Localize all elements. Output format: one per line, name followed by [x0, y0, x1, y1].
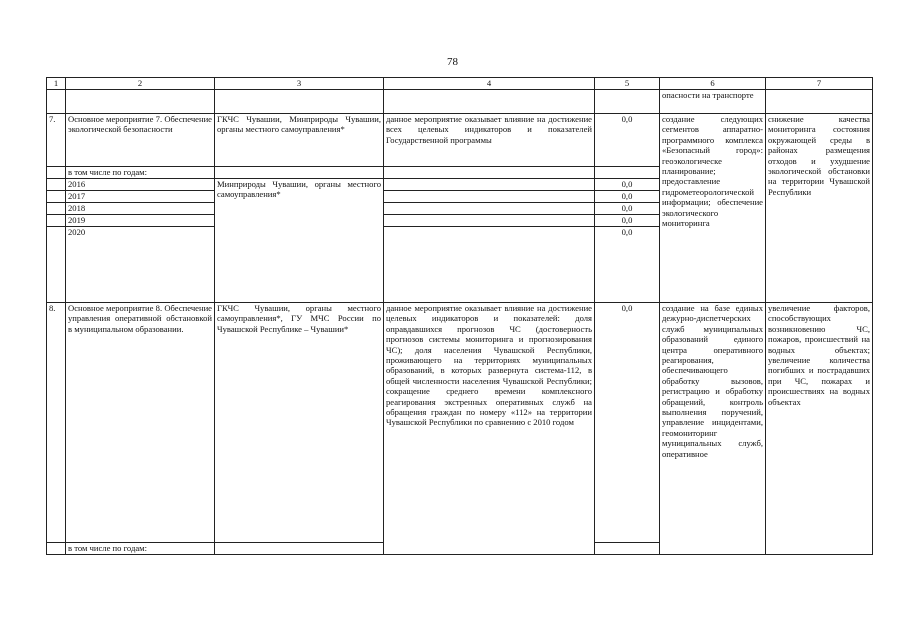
page-number: 78 [447, 56, 458, 68]
by-years-label: в том числе по годам: [66, 167, 215, 179]
by-years-label: в том числе по годам: [66, 543, 215, 555]
column-header: 7 [766, 78, 873, 90]
year-value: 0,0 [595, 191, 660, 203]
year-value: 0,0 [595, 203, 660, 215]
measure-value: 0,0 [595, 114, 660, 167]
program-table [46, 77, 873, 555]
measure-title: Основное мероприятие 7. Обеспечение экологической безопасности [66, 114, 215, 167]
column-header: 4 [384, 78, 595, 90]
row-number: 7. [47, 114, 66, 167]
table-row [47, 114, 873, 167]
year-value: 0,0 [595, 179, 660, 191]
year-label: 2016 [66, 179, 215, 191]
measure-executors: ГКЧС Чувашии, органы местного самоуправления*, ГУ МЧС России по Чувашской Республике – Чувашии* [215, 303, 384, 543]
measure-consequences: увеличение факторов, способствующих возникновению ЧС, пожаров, происшествий на водных объектах; увеличение количества погибших и пострадавших при ЧС, пожарах и происшествиях на водных объектах [766, 303, 873, 555]
measure-consequences: снижение качества мониторинга состояния окружающей среды в районах размещения отходов и ухудшение экологической обстановки на территории Чувашской Республики [766, 114, 873, 303]
year-value: 0,0 [595, 215, 660, 227]
measure-influence: данное мероприятие оказывает влияние на достижение целевых индикаторов и показателей: доля оправдавшихся прогнозов ЧС (достоверность прогнозов системы мониторинга и прогнозирования ЧС); доля населения Чувашской Республики, проживающего на территориях муниципальных образований, в которых развернута система-112, в общей численности населения Чувашской Республики; сокращение среднего времени комплексного реагирования экстренных оперативных служб на обращения граждан по номеру «112» на территории Чувашской Республики по сравнению с 2010 годом [384, 303, 595, 555]
year-label: 2017 [66, 191, 215, 203]
column-header: 2 [66, 78, 215, 90]
carry-over-row [47, 90, 873, 114]
measure-value: 0,0 [595, 303, 660, 543]
measure-influence: данное мероприятие оказывает влияние на достижение всех целевых индикаторов и показателей Государственной программы [384, 114, 595, 167]
column-number-row [47, 78, 873, 90]
measure-result: создание на базе единых дежурно-диспетчерских служб муниципальных образований единого центра оперативного реагирования, обеспечивающего обработку вызовов, регистрацию и обработку обращений, контроль выполнения поручений, управление инцидентами, геомониторинг муниципальных служб, оперативное [660, 303, 766, 555]
measure-title: Основное мероприятие 8. Обеспечение управления оперативной обстановкой в муниципальном образовании. [66, 303, 215, 543]
column-header: 6 [660, 78, 766, 90]
row-number: 8. [47, 303, 66, 543]
years-executors: Минприроды Чувашии, органы местного самоуправления* [215, 179, 384, 303]
carry-over-result: опасности на транспорте [660, 90, 766, 114]
column-header: 3 [215, 78, 384, 90]
year-label: 2019 [66, 215, 215, 227]
year-label: 2018 [66, 203, 215, 215]
year-label: 2020 [66, 227, 215, 303]
measure-result: создание следующих сегментов аппаратно-программного комплекса «Безопасный город»: геоэкологическе планирование; предоставление гидрометеорологической информации; обеспечение экологического мониторинга [660, 114, 766, 303]
column-header: 5 [595, 78, 660, 90]
year-value: 0,0 [595, 227, 660, 303]
measure-executors: ГКЧС Чувашии, Минприроды Чувашии, органы местного самоуправления* [215, 114, 384, 167]
column-header: 1 [47, 78, 66, 90]
table-row [47, 303, 873, 543]
